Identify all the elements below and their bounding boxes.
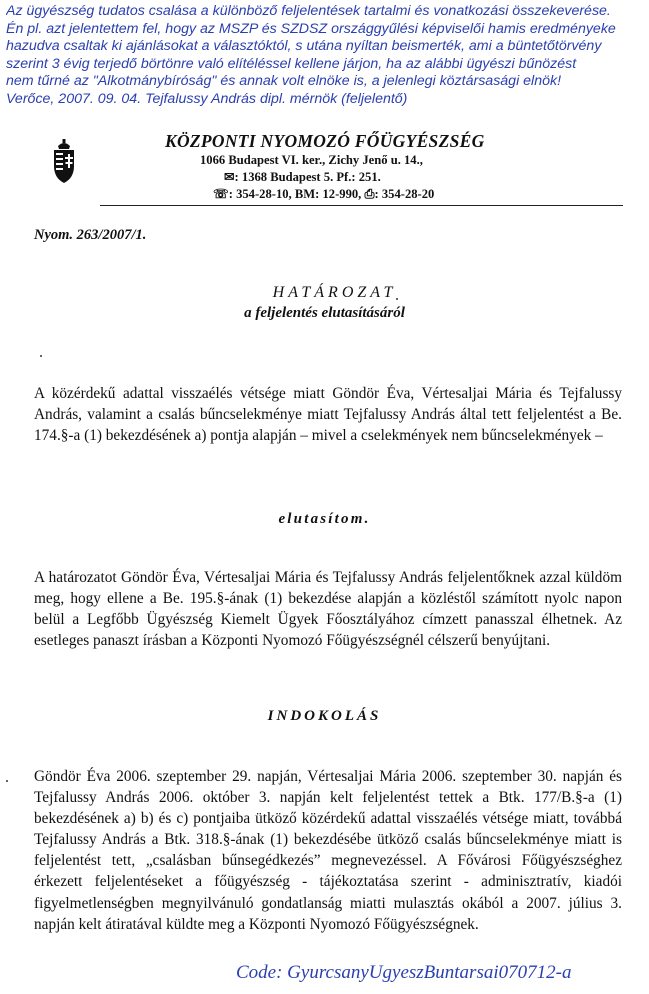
- paragraph-reasoning: Göndör Éva 2006. szeptember 29. napján, Vértesaljai Mária 2006. szeptember 30. napján és Tejfalussy András 2006. október 3. napján kelt feljelentést tettek a Btk. 177/B.§-a (1) bekezdésének a) b) és c) pontjaiba ütköző közérdekű adattal visszaélés vétsége miatt, továbbá Tejfalussy András a Btk. 318.§-ának (1) bekezdésébe ütköző csalás bűncselekménye miatt is feljelentést tett, „csalásban bűnsegédkezés” megnevezéssel. A Fővárosi Főügyészséghez érkezett feljelentéseket a főügyészség - tájékoztatása szerint - adminisztratív, kiadói figyelmetlenségben megnyilvánuló gondatlanság miatti mulasztás okából a 2007. július 3. napján kelt átiratával küldte meg a Központi Nyomozó Főügyészségnek.: [34, 768, 622, 933]
- hungarian-coat-of-arms-icon: [50, 138, 78, 184]
- scan-speck: [6, 780, 8, 782]
- document-title: HATÁROZAT: [272, 284, 397, 301]
- document-code: Code: GyurcsanyUgyeszBuntarsai070712-a: [236, 962, 572, 983]
- annotation-line: Én pl. azt jelentettem fel, hogy az MSZP és SZDSZ országgyűlési képviselői hamis eredményeke: [6, 20, 616, 37]
- annotation-line: hazudva csaltak ki ajánlásokat a választóktól, s utána nyíltan beismerték, ami a büntetőtörvény: [6, 38, 602, 55]
- paragraph-complaint: A közérdekű adattal visszaélés vétsége miatt Göndör Éva, Vértesaljai Mária és Tejfalussy András, valamint a csalás bűncselekménye miatt Tejfalussy András által tett feljelentést a Be. 174.§-a (1) bekezdésének a) pontja alapján – mivel a cselekmények nem bűncselekmények –: [34, 385, 622, 445]
- letterhead-divider: [100, 205, 623, 206]
- document-subtitle: a feljelentés elutasításáról: [244, 305, 405, 321]
- case-reference: Nyom. 263/2007/1.: [34, 227, 147, 243]
- scan-speck: [40, 355, 42, 357]
- annotation-line: nem tűrné az "Alkotmánybíróság" és annak volt elnöke is, a jelenlegi köztársasági elnök!: [6, 73, 562, 90]
- annotation-block: [6, 3, 646, 109]
- agency-address: 1066 Budapest VI. ker., Zichy Jenő u. 14.,: [200, 153, 423, 167]
- paragraph-appeal-notice: A határozatot Göndör Éva, Vértesaljai Mária és Tejfalussy András feljelentőknek azzal küldöm meg, hogy ellene a Be. 195.§-ának (1) bekezdése alapján a közléstől számított nyolc napon belül a Legfőbb Ügyészség Kiemelt Ügyek Főosztályához címzett panasszal élhetnek. Az esetleges panaszt írásban a Központi Nyomozó Főügyészségnél célszerű benyújtani.: [34, 569, 622, 650]
- annotation-line: szerint 3 évig terjedő börtönre való elítéléssel kellene járjon, ha az alábbi ügyészi bűnözést: [6, 55, 577, 72]
- scan-speck: [396, 298, 398, 300]
- agency-name: KÖZPONTI NYOMOZÓ FŐÜGYÉSZSÉG: [165, 131, 485, 151]
- annotation-line: Az ügyészség tudatos csalása a különböző feljelentések tartalmi és vonatkozási összekeverése.: [6, 3, 611, 19]
- decision-word: elutasítom.: [278, 511, 371, 527]
- reasoning-heading: INDOKOLÁS: [267, 708, 382, 724]
- agency-postal-address: ✉: 1368 Budapest 5. Pf.: 251.: [224, 170, 381, 184]
- agency-phone-fax: ☏: 354-28-10, BM: 12-990, ⎙: 354-28-20: [213, 187, 435, 201]
- annotation-line: Verőce, 2007. 09. 04. Tejfalussy András dipl. mérnök (feljelentő): [6, 90, 408, 107]
